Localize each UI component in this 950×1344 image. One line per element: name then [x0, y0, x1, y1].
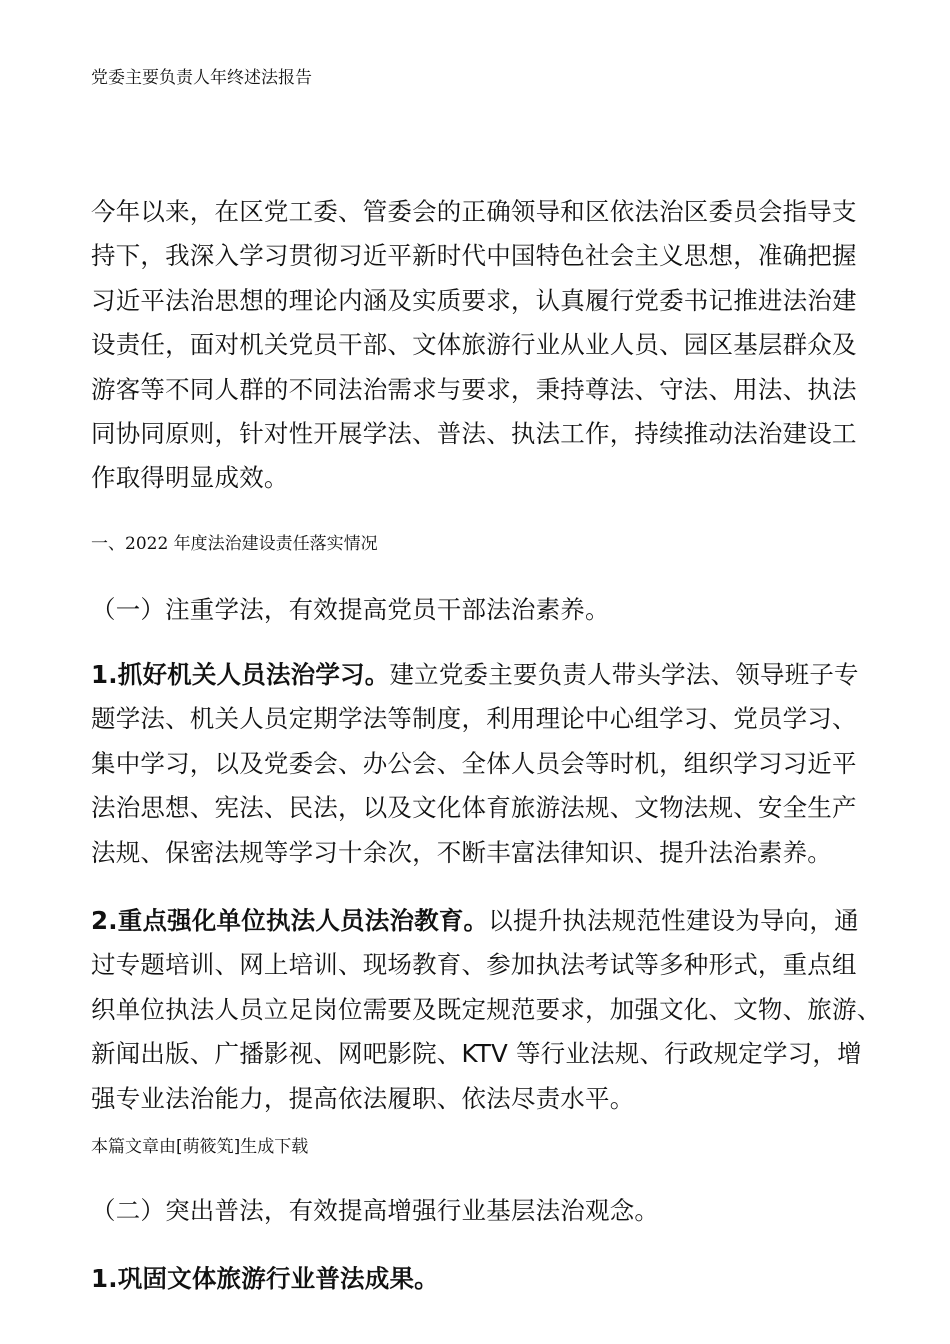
intro-line: 今年以来，在区党工委、管委会的正确领导和区依法治区委员会指导支	[91, 197, 857, 226]
item-title: 1.巩固文体旅游行业普法成果。	[91, 1264, 439, 1293]
item-line: 强专业法治能力，提高依法履职、依法尽责水平。	[91, 1083, 635, 1113]
item-first-line	[91, 1257, 891, 1301]
intro-line: 游客等不同人群的不同法治需求与要求，秉持尊法、守法、用法、执法	[91, 374, 857, 404]
intro-line: 设责任，面对机关党员干部、文体旅游行业从业人员、园区基层群众及	[91, 330, 857, 360]
item-title: 2.重点强化单位执法人员法治教育。	[91, 906, 489, 935]
subsection-heading-text: （二）突出普法，有效提高增强行业基层法治观念。	[91, 1196, 660, 1225]
subsection-heading-text: （一）注重学法，有效提高党员干部法治素养。	[91, 595, 610, 624]
item-first-line	[91, 899, 891, 943]
item-paragraph	[91, 653, 891, 875]
item-title: 1.抓好机关人员法治学习。	[91, 660, 390, 689]
subsection-heading	[91, 588, 891, 632]
intro-line: 同协同原则，针对性开展学法、普法、执法工作，持续推动法治建设工	[91, 419, 857, 449]
item-text: 建立党委主要负责人带头学法、领导班子专	[389, 660, 859, 689]
intro-line: 习近平法治思想的理论内涵及实质要求，认真履行党委书记推进法治建	[91, 285, 857, 315]
subsection-heading	[91, 1189, 891, 1233]
intro-paragraph	[91, 190, 891, 501]
item-line: 过专题培训、网上培训、现场教育、参加执法考试等多种形式，重点组	[91, 950, 857, 980]
intro-line: 作取得明显成效。	[91, 463, 289, 493]
item-paragraph	[91, 1257, 891, 1301]
item-line: 法治思想、宪法、民法，以及文化体育旅游法规、文物法规、安全生产	[91, 793, 857, 823]
item-line: 法规、保密法规等学习十余次，不断丰富法律知识、提升法治素养。	[91, 837, 832, 867]
item-line: 题学法、机关人员定期学法等制度，利用理论中心组学习、党员学习、	[91, 704, 857, 734]
item-paragraph	[91, 899, 891, 1121]
item-first-line	[91, 653, 891, 697]
item-line: 新闻出版、广播影视、网吧影院、KTV 等行业法规、行政规定学习，增	[91, 1039, 862, 1069]
item-line: 集中学习，以及党委会、办公会、全体人员会等时机，组织学习习近平	[91, 748, 857, 778]
item-text: 以提升执法规范性建设为导向，通	[488, 906, 859, 935]
section-heading: 一、2022 年度法治建设责任落实情况	[91, 534, 378, 554]
source-note: 本篇文章由[萌筱笂]生成下载	[91, 1137, 309, 1157]
intro-line: 持下，我深入学习贯彻习近平新时代中国特色社会主义思想，准确把握	[91, 241, 857, 271]
document-header-title: 党委主要负责人年终述法报告	[91, 68, 312, 88]
item-line: 织单位执法人员立足岗位需要及既定规范要求，加强文化、文物、旅游、	[91, 994, 882, 1024]
